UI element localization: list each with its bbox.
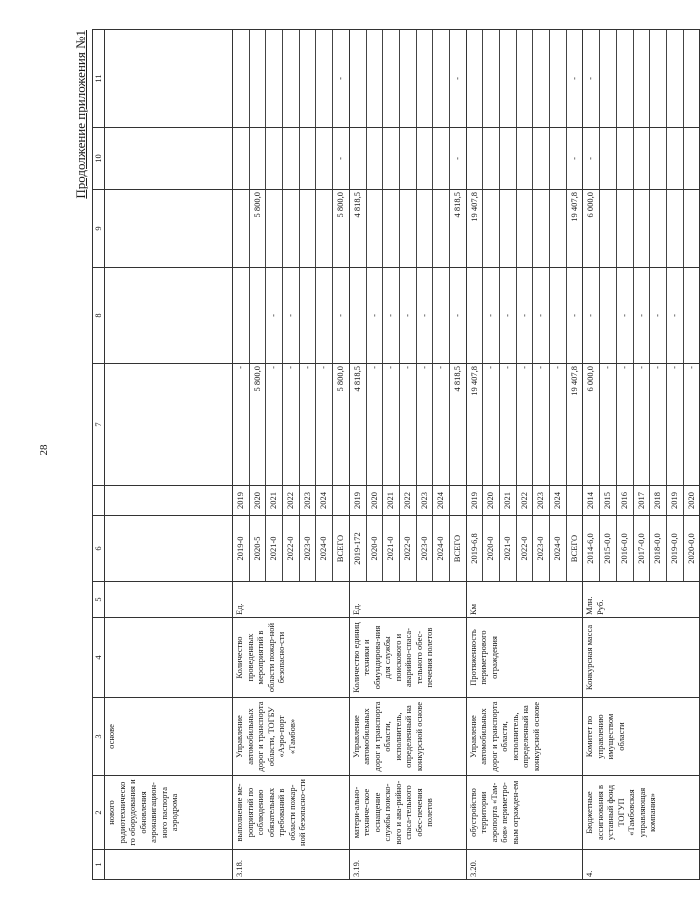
other-funding-line bbox=[600, 30, 617, 127]
target-values-line: 2021-0 bbox=[500, 516, 517, 581]
year-values-line: 2016 bbox=[617, 486, 634, 515]
local-funding-line bbox=[517, 128, 534, 189]
regional-funding bbox=[233, 190, 350, 268]
year-values-line: 2022 bbox=[400, 486, 417, 515]
regional-funding-line: 4 818,5 bbox=[350, 190, 367, 267]
regional-funding-line bbox=[550, 190, 567, 267]
year-values-line: 2023 bbox=[533, 486, 550, 515]
local-funding-line bbox=[316, 128, 333, 189]
executor-cell: Управление автомобильных дорог и транспорта области, исполнитель, определенный на конкурсной основе bbox=[349, 698, 466, 776]
total-funding-line: - bbox=[300, 364, 317, 485]
target-values bbox=[466, 516, 583, 582]
unit-cell: Ед. bbox=[349, 582, 466, 618]
local-funding-line: - bbox=[583, 128, 600, 189]
target-values-line: 2016-0,0 bbox=[617, 516, 634, 581]
year-values bbox=[233, 486, 350, 516]
table-row bbox=[583, 30, 700, 880]
year-values-line: 2019 bbox=[667, 486, 684, 515]
table-row bbox=[349, 30, 466, 880]
year-values-line: 2018 bbox=[650, 486, 667, 515]
regional-funding bbox=[349, 190, 466, 268]
other-funding-line bbox=[517, 30, 534, 127]
federal-funding bbox=[466, 268, 583, 364]
local-funding-line bbox=[550, 128, 567, 189]
total-funding-line: - bbox=[417, 364, 434, 485]
table-cell bbox=[105, 516, 233, 582]
federal-funding-line: - bbox=[517, 268, 534, 363]
year-values-line: 2021 bbox=[266, 486, 283, 515]
year-values-line: 2019 bbox=[350, 486, 367, 515]
year-values-line: 2023 bbox=[417, 486, 434, 515]
table-cell bbox=[105, 582, 233, 618]
table-cell bbox=[105, 190, 233, 268]
other-funding-line bbox=[667, 30, 684, 127]
total-funding-line: - bbox=[685, 366, 696, 369]
other-funding-line: - bbox=[451, 77, 462, 80]
local-funding-line bbox=[383, 128, 400, 189]
total-funding bbox=[466, 364, 583, 486]
federal-funding-line bbox=[233, 268, 250, 363]
target-values-line: 2018-0,0 bbox=[650, 516, 667, 581]
header-cell: 8 bbox=[93, 268, 105, 364]
year-values bbox=[466, 486, 583, 516]
federal-funding-line: - bbox=[383, 268, 400, 363]
total-funding-line: - bbox=[383, 364, 400, 485]
target-values-line: 2020-0 bbox=[483, 516, 500, 581]
federal-funding-line: - bbox=[568, 314, 579, 317]
target-values-line: 2014-6,0 bbox=[583, 516, 600, 581]
regional-funding-line: 4 818,5 bbox=[451, 192, 462, 218]
regional-funding-line bbox=[533, 190, 550, 267]
local-funding-line: - bbox=[335, 157, 346, 160]
federal-funding bbox=[349, 268, 466, 364]
other-funding-line bbox=[483, 30, 500, 127]
federal-funding-line bbox=[350, 268, 367, 363]
other-funding-line bbox=[550, 30, 567, 127]
local-funding bbox=[349, 128, 466, 190]
federal-funding-line bbox=[250, 268, 267, 363]
regional-funding-line bbox=[266, 190, 283, 267]
total-funding-line: 19 407,8 bbox=[568, 366, 579, 396]
total-funding bbox=[583, 364, 700, 486]
target-values-line: 2021-0 bbox=[383, 516, 400, 581]
federal-funding bbox=[233, 268, 350, 364]
other-funding bbox=[349, 30, 466, 128]
target-values-line: 2024-0 bbox=[316, 516, 333, 581]
continuation-label: Продолжение приложения №1 bbox=[73, 30, 88, 199]
target-values-line: 2020-0,0 bbox=[685, 533, 696, 564]
unit-cell: Ед. bbox=[233, 582, 350, 618]
regional-funding-line bbox=[667, 190, 684, 267]
other-funding-line bbox=[383, 30, 400, 127]
federal-funding-line bbox=[550, 268, 567, 363]
table-cell bbox=[105, 128, 233, 190]
local-funding-line bbox=[600, 128, 617, 189]
year-values-line: 2020 bbox=[250, 486, 267, 515]
year-values-line: 2019 bbox=[233, 486, 250, 515]
year-values-line: 2022 bbox=[283, 486, 300, 515]
target-values-line: 2022-0 bbox=[283, 516, 300, 581]
regional-funding-line: 19 407,8 bbox=[568, 192, 579, 222]
local-funding-line bbox=[367, 128, 384, 189]
total-funding-line: 4 818,5 bbox=[350, 364, 367, 485]
target-values bbox=[349, 516, 466, 582]
federal-funding-line: - bbox=[417, 268, 434, 363]
regional-funding-line: 19 407,8 bbox=[467, 190, 484, 267]
local-funding-line bbox=[684, 128, 700, 189]
table-row bbox=[105, 30, 233, 880]
year-values-line: 2020 bbox=[685, 492, 696, 509]
executor-cell: Комитет по управлению имуществом области bbox=[583, 698, 700, 776]
other-funding-line bbox=[233, 30, 250, 127]
row-number: 3.19. bbox=[349, 850, 466, 880]
total-funding-line: - bbox=[233, 364, 250, 485]
total-funding-line: - bbox=[400, 364, 417, 485]
local-funding-line bbox=[400, 128, 417, 189]
local-funding-line bbox=[533, 128, 550, 189]
local-funding-line bbox=[617, 128, 634, 189]
table-cell bbox=[105, 30, 233, 128]
year-values-line: 2023 bbox=[300, 486, 317, 515]
other-funding-line: - bbox=[583, 30, 600, 127]
other-funding-line bbox=[283, 30, 300, 127]
local-funding-line bbox=[483, 128, 500, 189]
total-funding-line: - bbox=[500, 364, 517, 485]
other-funding-line bbox=[417, 30, 434, 127]
year-values-line: 2021 bbox=[383, 486, 400, 515]
regional-funding-line: 5 800,0 bbox=[335, 192, 346, 218]
federal-funding-line bbox=[684, 268, 700, 363]
other-funding-line bbox=[266, 30, 283, 127]
other-funding-line bbox=[467, 30, 484, 127]
local-funding-line: - bbox=[568, 157, 579, 160]
local-funding-line bbox=[350, 128, 367, 189]
header-cell: 6 bbox=[93, 516, 105, 582]
header-cell: 7 bbox=[93, 364, 105, 486]
target-values-line: ВСЕГО bbox=[335, 534, 346, 563]
year-values-line: 2017 bbox=[634, 486, 651, 515]
total-funding-line: 19 407,8 bbox=[467, 364, 484, 485]
year-values-line bbox=[450, 486, 466, 515]
target-values-line: 2020-0 bbox=[367, 516, 384, 581]
target-values-line: 2023-0 bbox=[533, 516, 550, 581]
year-values-line: 2020 bbox=[367, 486, 384, 515]
year-values-line: 2024 bbox=[550, 486, 567, 515]
local-funding-line bbox=[634, 128, 651, 189]
regional-funding-line bbox=[517, 190, 534, 267]
regional-funding-line bbox=[283, 190, 300, 267]
target-values-line: ВСЕГО bbox=[568, 534, 579, 563]
executor-cell: Управление автомобильных дорог и транспорта области, исполнитель, определенный на конкурсной основе bbox=[466, 698, 583, 776]
year-values-line: 2021 bbox=[500, 486, 517, 515]
other-funding-line bbox=[500, 30, 517, 127]
regional-funding-line bbox=[233, 190, 250, 267]
year-values-line: 2022 bbox=[517, 486, 534, 515]
total-funding bbox=[233, 364, 350, 486]
other-funding-line bbox=[533, 30, 550, 127]
total-funding-line: - bbox=[550, 364, 567, 485]
local-funding-line bbox=[300, 128, 317, 189]
event-cell: нового радиотехническо го оборудования и обновления аэронавигацион-ного паспорта аэродрома bbox=[105, 776, 233, 850]
federal-funding-line: - bbox=[650, 268, 667, 363]
target-values-line: 2024-0 bbox=[433, 516, 450, 581]
target-values-line: 2019-6,8 bbox=[467, 516, 484, 581]
table-cell bbox=[105, 364, 233, 486]
local-funding-line bbox=[283, 128, 300, 189]
target-values-line: 2022-0 bbox=[400, 516, 417, 581]
federal-funding-line bbox=[600, 268, 617, 363]
unit-cell: Млн. Руб. bbox=[583, 582, 700, 618]
local-funding-line bbox=[433, 128, 450, 189]
table-cell bbox=[105, 486, 233, 516]
regional-funding-line bbox=[500, 190, 517, 267]
federal-funding-line: - bbox=[634, 268, 651, 363]
row-number: 3.18. bbox=[233, 850, 350, 880]
total-funding-line: - bbox=[533, 364, 550, 485]
regional-funding-line: 6 000,0 bbox=[583, 190, 600, 267]
local-funding-line bbox=[233, 128, 250, 189]
total-funding-line: 6 000,0 bbox=[583, 364, 600, 485]
total-funding-line: 4 818,5 bbox=[451, 366, 462, 392]
total-funding-line: - bbox=[316, 364, 333, 485]
total-funding-line: - bbox=[617, 364, 634, 485]
federal-funding-line bbox=[433, 268, 450, 363]
year-values-line bbox=[333, 486, 349, 515]
target-values-line: 2019-0 bbox=[233, 516, 250, 581]
other-funding bbox=[583, 30, 700, 128]
regional-funding-line bbox=[684, 190, 700, 267]
regional-funding-line bbox=[367, 190, 384, 267]
target-values bbox=[233, 516, 350, 582]
federal-funding-line bbox=[300, 268, 317, 363]
header-cell: 3 bbox=[93, 698, 105, 776]
federal-funding-line: - bbox=[335, 314, 346, 317]
target-values-line: ВСЕГО bbox=[451, 534, 462, 563]
row-number: 3.20. bbox=[466, 850, 583, 880]
year-values bbox=[583, 486, 700, 516]
regional-funding-line: 5 800,0 bbox=[250, 190, 267, 267]
header-row bbox=[93, 30, 105, 880]
total-funding-line: - bbox=[650, 364, 667, 485]
other-funding-line bbox=[617, 30, 634, 127]
header-cell: 5 bbox=[93, 582, 105, 618]
other-funding-line bbox=[367, 30, 384, 127]
other-funding-line bbox=[433, 30, 450, 127]
table-cell bbox=[105, 618, 233, 698]
local-funding-line bbox=[250, 128, 267, 189]
target-values-line: 2023-0 bbox=[417, 516, 434, 581]
federal-funding bbox=[583, 268, 700, 364]
other-funding bbox=[466, 30, 583, 128]
table-row bbox=[233, 30, 350, 880]
local-funding bbox=[233, 128, 350, 190]
event-cell: выполнение ме-роприятий по соблюдению обязательных требований в области пожар-ной безопасно-сти bbox=[233, 776, 350, 850]
indicator-cell: Конкурсная масса bbox=[583, 618, 700, 698]
target-values-line: 2020-5 bbox=[250, 516, 267, 581]
federal-funding-line: - bbox=[617, 268, 634, 363]
header-cell: 11 bbox=[93, 30, 105, 128]
year-values bbox=[349, 486, 466, 516]
local-funding-line bbox=[667, 128, 684, 189]
other-funding bbox=[233, 30, 350, 128]
regional-funding-line bbox=[417, 190, 434, 267]
federal-funding-line: - bbox=[266, 268, 283, 363]
other-funding-line bbox=[684, 30, 700, 127]
federal-funding-line: - bbox=[667, 268, 684, 363]
indicator-cell: Количество единиц техники и обмундирова-ния для службы поискового и аварийно-спаса-тельного обес-печения полетов bbox=[349, 618, 466, 698]
total-funding-line: - bbox=[600, 364, 617, 485]
other-funding-line: - bbox=[568, 77, 579, 80]
year-values-line: 2019 bbox=[467, 486, 484, 515]
indicator-cell: Количество проведенных мероприятий в области пожар-ной безопасно-сти bbox=[233, 618, 350, 698]
total-funding-line: - bbox=[634, 364, 651, 485]
program-table bbox=[92, 29, 700, 880]
year-values-line: 2024 bbox=[316, 486, 333, 515]
year-values-line: 2024 bbox=[433, 486, 450, 515]
local-funding-line bbox=[417, 128, 434, 189]
total-funding-line: 5 800,0 bbox=[250, 364, 267, 485]
table-cell bbox=[105, 850, 233, 880]
target-values-line: 2019-172 bbox=[350, 516, 367, 581]
year-values-line: 2020 bbox=[483, 486, 500, 515]
federal-funding-line: - bbox=[583, 268, 600, 363]
executor-cell: Управление автомобильных дорог и транспорта области, ТОГБУ «Аэро-порт «Тамбов» bbox=[233, 698, 350, 776]
regional-funding-line bbox=[300, 190, 317, 267]
other-funding-line bbox=[316, 30, 333, 127]
local-funding-line bbox=[500, 128, 517, 189]
local-funding bbox=[583, 128, 700, 190]
other-funding-line bbox=[400, 30, 417, 127]
target-values-line: 2024-0 bbox=[550, 516, 567, 581]
header-cell: 10 bbox=[93, 128, 105, 190]
local-funding-line bbox=[266, 128, 283, 189]
regional-funding-line bbox=[650, 190, 667, 267]
event-cell: матери-ально-техниче-ское оснащение службы поиско-вого и ава-рийно-спаса-тельного обес-печения полетов bbox=[349, 776, 466, 850]
other-funding-line bbox=[350, 30, 367, 127]
table-row bbox=[466, 30, 583, 880]
regional-funding-line bbox=[600, 190, 617, 267]
other-funding-line bbox=[650, 30, 667, 127]
indicator-cell: Протяженность периметрового ограждения bbox=[466, 618, 583, 698]
other-funding-line bbox=[300, 30, 317, 127]
rotated-table-page bbox=[73, 30, 696, 880]
federal-funding-line: - bbox=[400, 268, 417, 363]
target-values-line: 2017-0,0 bbox=[634, 516, 651, 581]
target-values-line: 2015-0,0 bbox=[600, 516, 617, 581]
target-values-line: 2022-0 bbox=[517, 516, 534, 581]
local-funding-line bbox=[467, 128, 484, 189]
other-funding-line bbox=[250, 30, 267, 127]
regional-funding-line bbox=[316, 190, 333, 267]
target-values-line: 2021-0 bbox=[266, 516, 283, 581]
federal-funding-line: - bbox=[367, 268, 384, 363]
regional-funding-line bbox=[483, 190, 500, 267]
federal-funding-line bbox=[316, 268, 333, 363]
event-cell: обустройство территории аэропорта «Там-бов» периметро-вым огражден-ем bbox=[466, 776, 583, 850]
year-values-line: 2015 bbox=[600, 486, 617, 515]
local-funding bbox=[466, 128, 583, 190]
regional-funding bbox=[583, 190, 700, 268]
federal-funding-line: - bbox=[483, 268, 500, 363]
total-funding bbox=[349, 364, 466, 486]
regional-funding-line bbox=[634, 190, 651, 267]
header-cell: 4 bbox=[93, 618, 105, 698]
total-funding-line: - bbox=[367, 364, 384, 485]
total-funding-line: - bbox=[283, 364, 300, 485]
total-funding-line: - bbox=[517, 364, 534, 485]
target-values-line: 2019-0,0 bbox=[667, 516, 684, 581]
header-cell: 2 bbox=[93, 776, 105, 850]
target-values-line: 2023-0 bbox=[300, 516, 317, 581]
regional-funding-line bbox=[383, 190, 400, 267]
federal-funding-line: - bbox=[533, 268, 550, 363]
federal-funding-line: - bbox=[500, 268, 517, 363]
executor-cell: основе bbox=[105, 698, 233, 776]
total-funding-line: 5 800,0 bbox=[335, 366, 346, 392]
page-number: 28 bbox=[38, 444, 50, 456]
target-values bbox=[583, 516, 700, 582]
header-cell bbox=[93, 486, 105, 516]
regional-funding-line bbox=[400, 190, 417, 267]
federal-funding-line bbox=[467, 268, 484, 363]
total-funding-line: - bbox=[266, 364, 283, 485]
year-values-line: 2014 bbox=[583, 486, 600, 515]
total-funding-line: - bbox=[483, 364, 500, 485]
header-cell: 1 bbox=[93, 850, 105, 880]
local-funding-line: - bbox=[451, 157, 462, 160]
regional-funding bbox=[466, 190, 583, 268]
year-values-line bbox=[567, 486, 583, 515]
local-funding-line bbox=[650, 128, 667, 189]
event-cell: Бюджетные ассигнования в уставный фонд ТОГУП «Тамбовская управляющая компания» bbox=[583, 776, 700, 850]
other-funding-line bbox=[634, 30, 651, 127]
federal-funding-line: - bbox=[451, 314, 462, 317]
table-cell bbox=[105, 268, 233, 364]
federal-funding-line: - bbox=[283, 268, 300, 363]
other-funding-line: - bbox=[335, 77, 346, 80]
total-funding-line: - bbox=[433, 364, 450, 485]
total-funding-line: - bbox=[667, 364, 684, 485]
row-number: 4. bbox=[583, 850, 700, 880]
unit-cell: Км bbox=[466, 582, 583, 618]
regional-funding-line bbox=[617, 190, 634, 267]
regional-funding-line bbox=[433, 190, 450, 267]
header-cell: 9 bbox=[93, 190, 105, 268]
